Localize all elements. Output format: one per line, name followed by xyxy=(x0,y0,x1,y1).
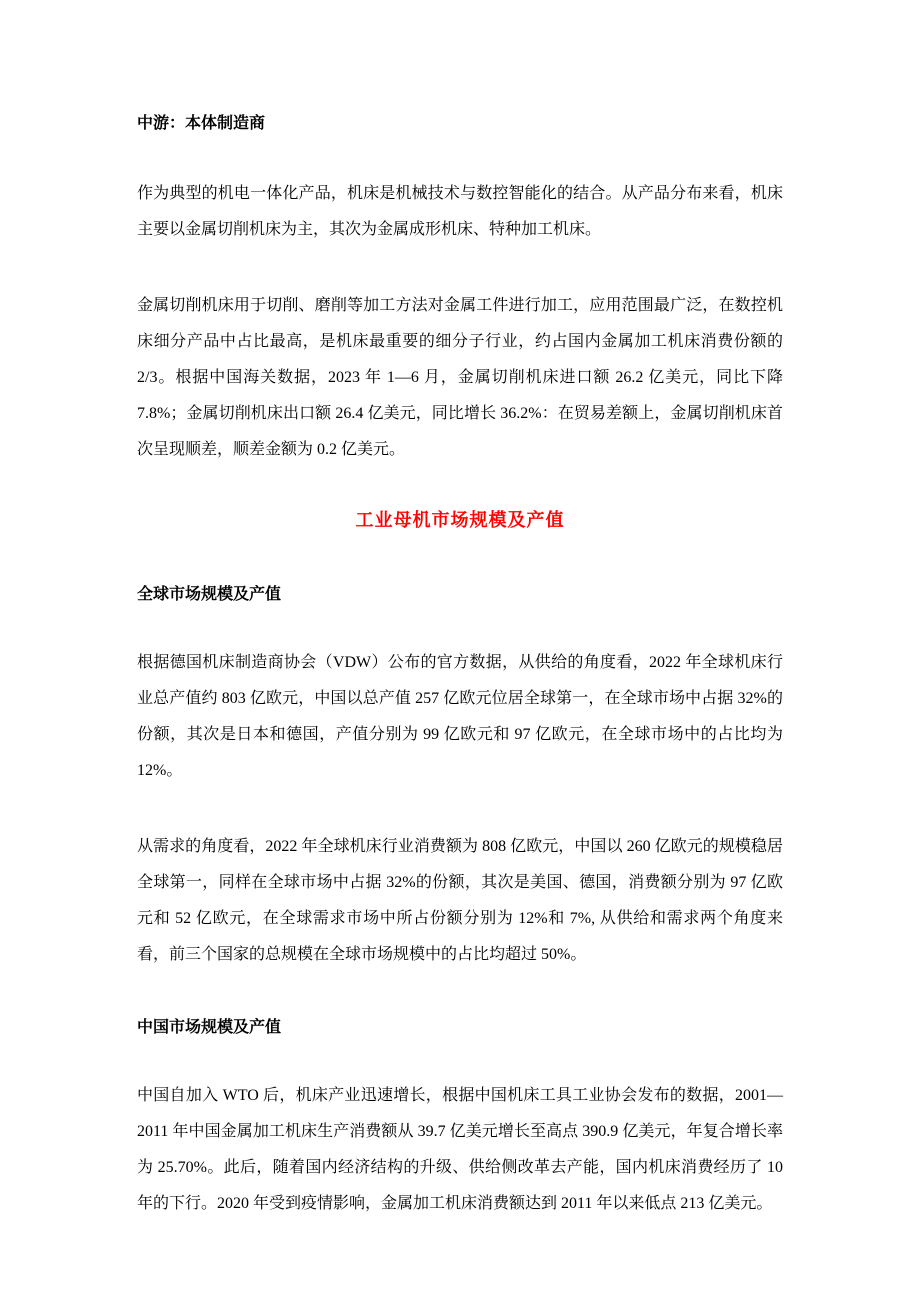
section-heading-midstream-manufacturers: 中游：本体制造商 xyxy=(137,115,266,132)
section-heading-global-market: 全球市场规模及产值 xyxy=(137,586,282,603)
paragraph-metal-cutting-trade-data: 金属切削机床用于切削、磨削等加工方法对金属工件进行加工，应用范围最广泛，在数控机床细分产品中占比最高，是机床最重要的细分子行业，约占国内金属加工机床消费份额的 2/3。根据中国海关数据，2023 年 1—6 月，金属切削机床进口额 26.2 亿美元，同比下降 7.8%；金属切削机床出口额 26.4 亿美元，同比增长 36.2%：在贸易差额上，金属切削机床首次呈现顺差，顺差金额为 0.2 亿美元。 xyxy=(137,297,783,458)
paragraph-china-market-data: 中国自加入 WTO 后，机床产业迅速增长，根据中国机床工具工业协会发布的数据，2001—2011 年中国金属加工机床生产消费额从 39.7 亿美元增长至高点 390.9 亿美元，年复合增长率为 25.70%。此后，随着国内经济结构的升级、供给侧改革去产能，国内机床消费经历了 10 年的下行。2020 年受到疫情影响，金属加工机床消费额达到 2011 年以来低点 213 亿美元。 xyxy=(137,1087,783,1212)
section-heading-china-market: 中国市场规模及产值 xyxy=(137,1019,282,1036)
paragraph-global-demand-data: 从需求的角度看，2022 年全球机床行业消费额为 808 亿欧元，中国以 260 亿欧元的规模稳居全球第一，同样在全球市场中占据 32%的份额，其次是美国、德国，消费额分别为 97 亿欧元和 52 亿欧元，在全球需求市场中所占份额分别为 12%和 7%, 从供给和需求两个角度来看，前三个国家的总规模在全球市场规模中的占比均超过 50%。 xyxy=(137,838,783,963)
chapter-title-industrial-mother-machine-market: 工业母机市场规模及产值 xyxy=(355,510,565,530)
paragraph-global-supply-data: 根据德国机床制造商协会（VDW）公布的官方数据，从供给的角度看，2022 年全球机床行业总产值约 803 亿欧元，中国以总产值 257 亿欧元位居全球第一，在全球市场中占据 32%的份额，其次是日本和德国，产值分别为 99 亿欧元和 97 亿欧元，在全球市场中的占比均为 12%。 xyxy=(137,654,783,779)
paragraph-machine-tool-intro: 作为典型的机电一体化产品，机床是机械技术与数控智能化的结合。从产品分布来看，机床主要以金属切削机床为主，其次为金属成形机床、特种加工机床。 xyxy=(137,185,783,238)
